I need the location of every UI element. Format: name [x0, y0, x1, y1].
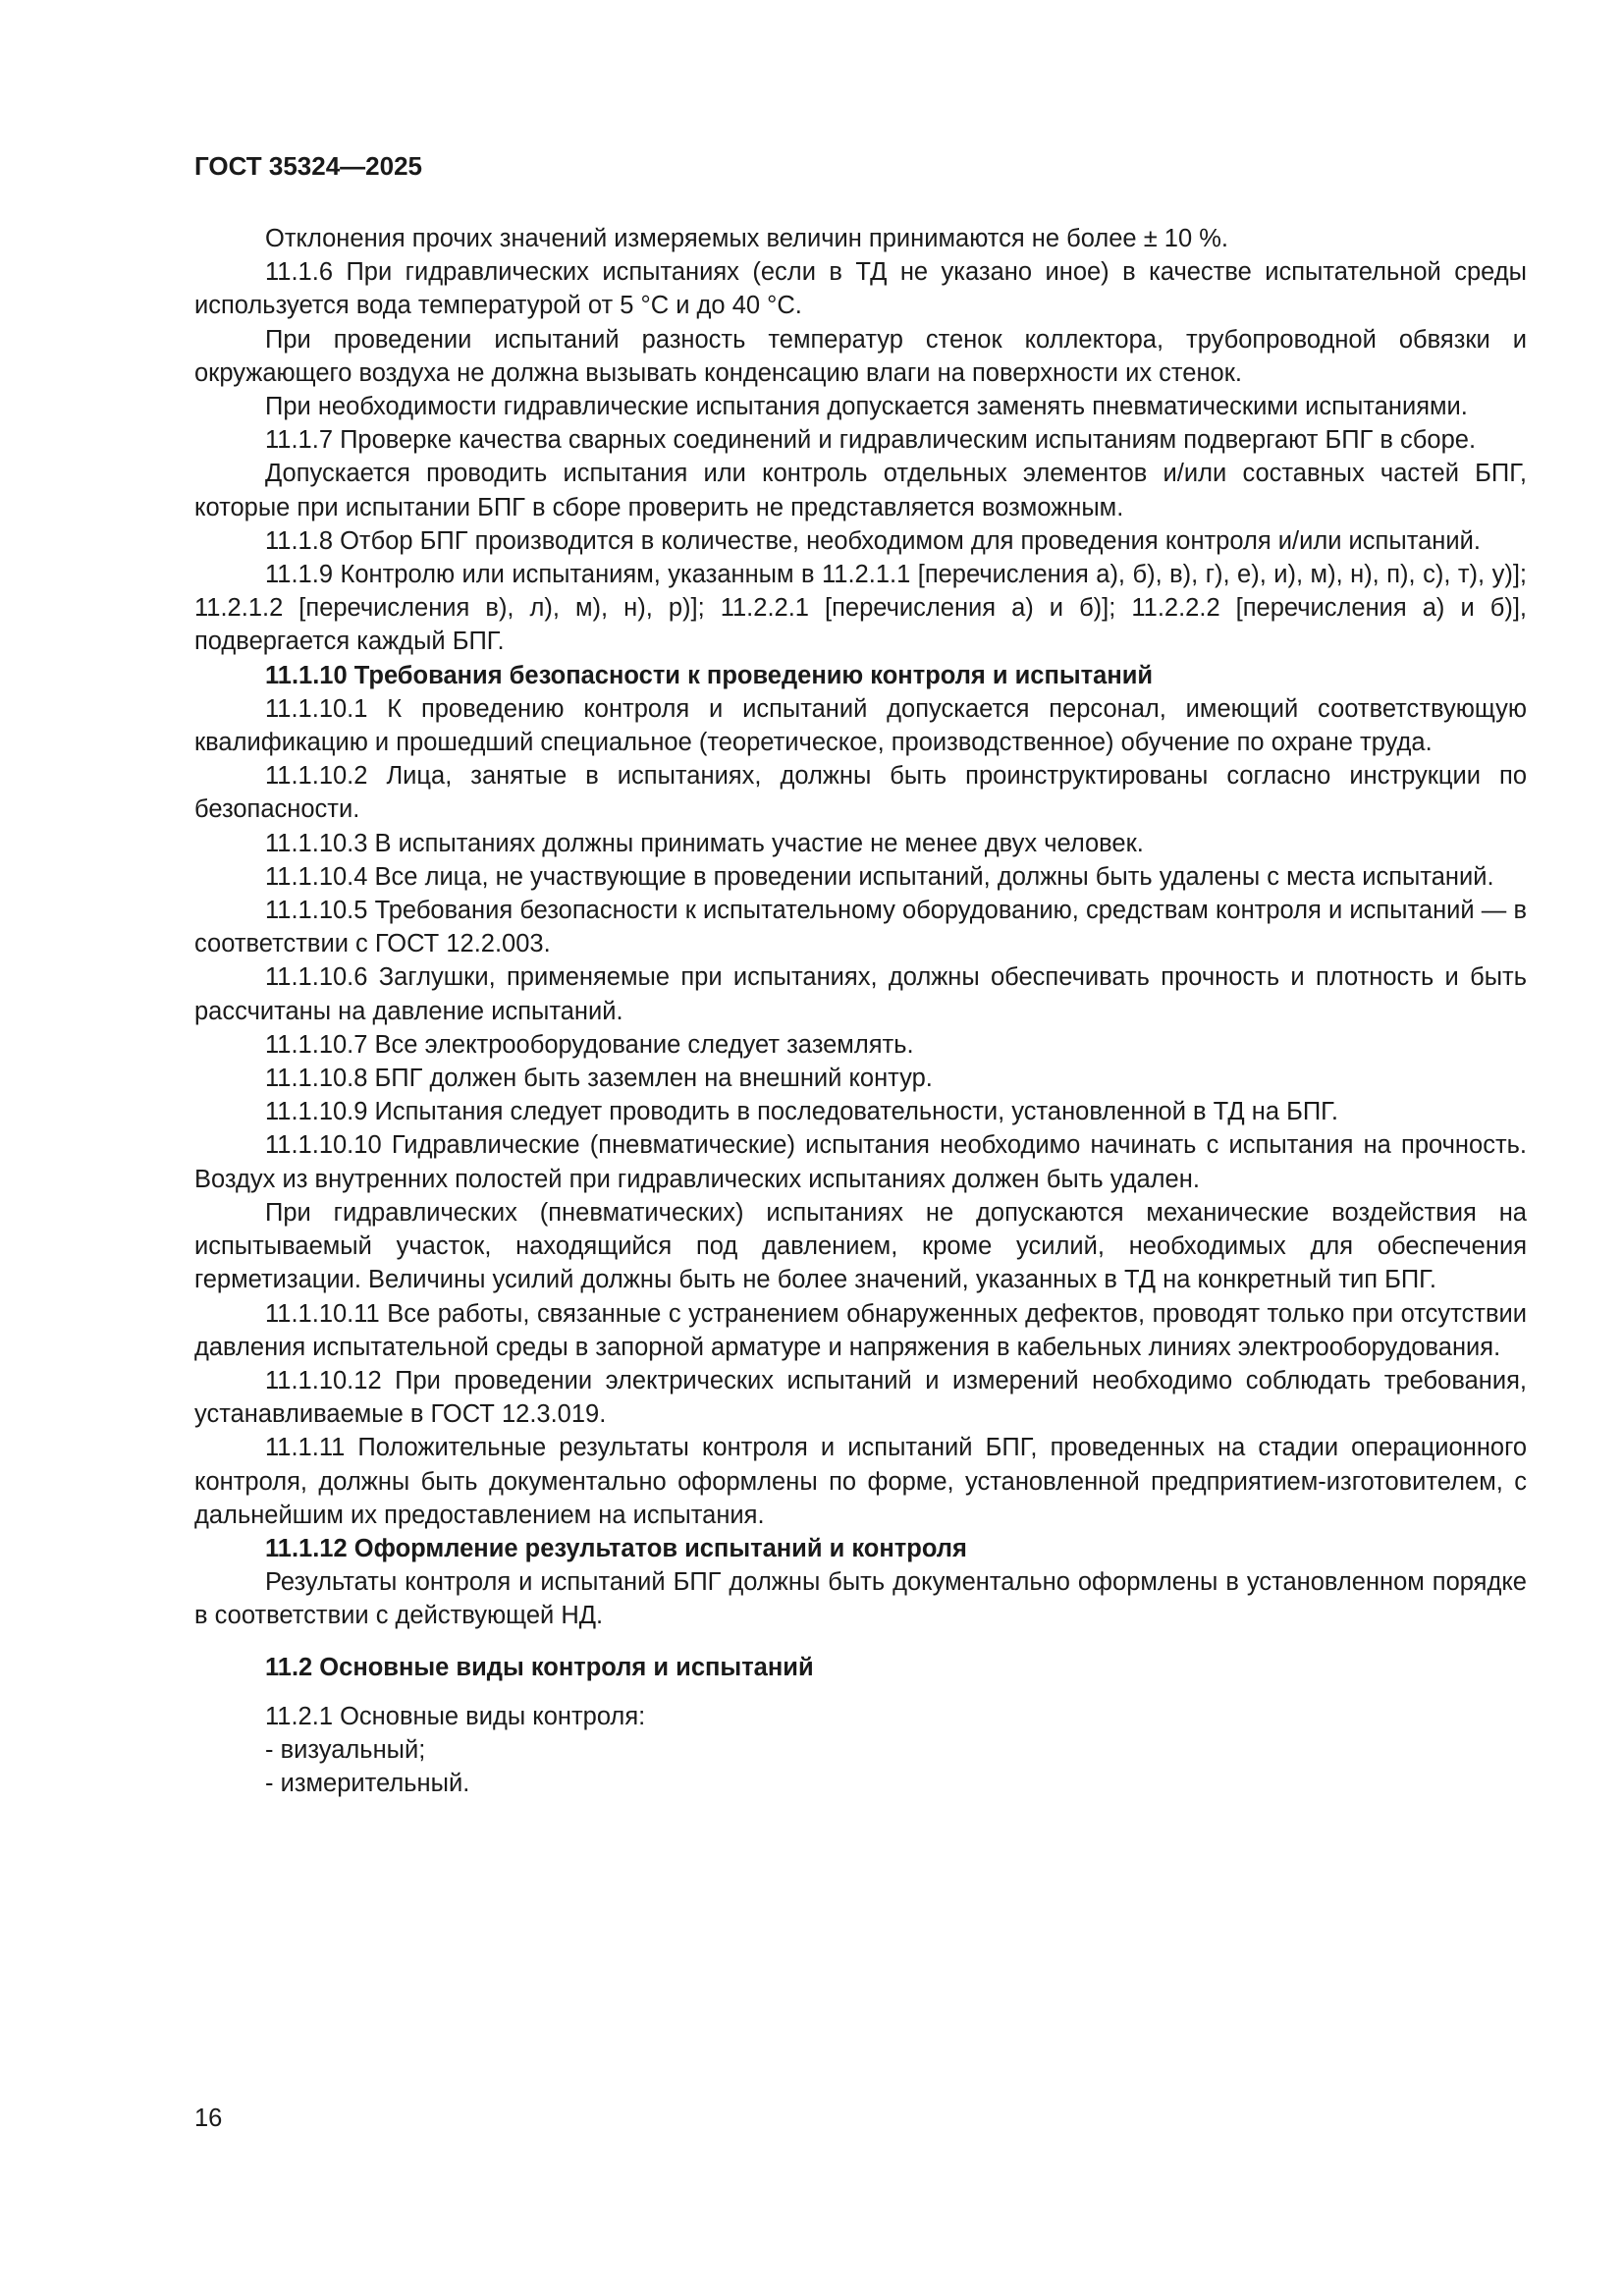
paragraph: 11.1.10.6 Заглушки, применяемые при испытаниях, должны обеспечивать прочность и плотность и быть рассчитаны на давление испытаний. [194, 963, 1527, 1025]
paragraph: 11.1.10.2 Лица, занятые в испытаниях, должны быть проинструктированы согласно инструкции по безопасности. [194, 762, 1527, 824]
paragraph: 11.1.10.7 Все электрооборудование следует заземлять. [265, 1030, 914, 1059]
paragraph: Отклонения прочих значений измеряемых величин принимаются не более ± 10 %. [265, 225, 1228, 252]
paragraph: При гидравлических (пневматических) испытаниях не допускаются механические воздействия на испытываемый участок, находящийся под давлением, кроме усилий, необходимых для обеспечения герметизации. Величины усилий должны быть не более значений, указанных в ТД на конкретный тип БПГ. [194, 1198, 1527, 1294]
paragraph: 11.1.10.3 В испытаниях должны принимать участие не менее двух человек. [265, 829, 1144, 857]
paragraph: 11.1.8 Отбор БПГ производится в количестве, необходимом для проведения контроля и/или испытаний. [265, 526, 1481, 555]
subsection-heading: 11.1.12 Оформление результатов испытаний и контроля [265, 1534, 967, 1562]
subsection-heading: 11.1.10 Требования безопасности к проведению контроля и испытаний [265, 661, 1154, 689]
paragraph: 11.1.10.10 Гидравлические (пневматические) испытания необходимо начинать с испытания на прочность. Воздух из внутренних полостей при гидравлических испытаниях должен быть удален. [194, 1131, 1527, 1193]
paragraph: 11.1.10.8 БПГ должен быть заземлен на внешний контур. [265, 1065, 933, 1093]
list-intro: 11.2.1 Основные виды контроля: [265, 1702, 646, 1730]
document-body [194, 222, 1527, 1800]
paragraph: 11.1.10.9 Испытания следует проводить в последовательности, установленной в ТД на БПГ. [265, 1098, 1338, 1126]
document-page [194, 0, 1527, 2296]
section-heading: 11.2 Основные виды контроля и испытаний [265, 1653, 814, 1681]
paragraph: 11.1.10.11 Все работы, связанные с устранением обнаруженных дефектов, проводят только при отсутствии давления испытательной среды в запорной арматуре и напряжения в кабельных линиях электрооборудования. [194, 1299, 1527, 1361]
paragraph: Результаты контроля и испытаний БПГ должны быть документально оформлены в установленном порядке в соответствии с действующей НД. [194, 1568, 1527, 1630]
list-item: - визуальный; [265, 1735, 426, 1764]
paragraph: 11.1.10.1 К проведению контроля и испытаний допускается персонал, имеющий соответствующую квалификацию и прошедший специальное (теоретическое, производственное) обучение по охране труда. [194, 694, 1527, 757]
paragraph: 11.1.10.12 При проведении электрических испытаний и измерений необходимо соблюдать требования, устанавливаемые в ГОСТ 12.3.019. [194, 1366, 1527, 1429]
paragraph: 11.1.7 Проверке качества сварных соединений и гидравлическим испытаниям подвергают БПГ в сборе. [265, 426, 1477, 455]
paragraph: 11.1.9 Контролю или испытаниям, указанным в 11.2.1.1 [перечисления а), б), в), г), е), и), м), н), п), с), т), у)]; 11.2.1.2 [перечисления в), л), м), н), р)]; 11.2.2.1 [перечисления а) и б)]; 11.2.2.2 [перечисления а) и б)], подвергается каждый БПГ. [194, 561, 1527, 656]
page-number: 16 [194, 2105, 223, 2132]
paragraph: 11.1.10.5 Требования безопасности к испытательному оборудованию, средствам контроля и испытаний — в соответствии с ГОСТ 12.2.003. [194, 897, 1527, 958]
paragraph: 11.1.6 При гидравлических испытаниях (если в ТД не указано иное) в качестве испытательной среды используется вода температурой от 5 °С и до 40 °С. [194, 258, 1527, 320]
paragraph: Допускается проводить испытания или контроль отдельных элементов и/или составных частей БПГ, которые при испытании БПГ в сборе проверить не представляется возможным. [194, 460, 1527, 521]
list-item: - измерительный. [265, 1770, 470, 1798]
standard-header: ГОСТ 35324—2025 [194, 151, 422, 181]
paragraph: 11.1.10.4 Все лица, не участвующие в проведении испытаний, должны быть удалены с места испытаний. [265, 862, 1494, 891]
paragraph: При проведении испытаний разность температур стенок коллектора, трубопроводной обвязки и окружающего воздуха не должна вызывать конденсацию влаги на поверхности их стенок. [194, 325, 1527, 387]
paragraph: При необходимости гидравлические испытания допускается заменять пневматическими испытаниями. [265, 393, 1468, 421]
paragraph: 11.1.11 Положительные результаты контроля и испытаний БПГ, проведенных на стадии операционного контроля, должны быть документально оформлены по форме, установленной предприятием-изготовителем, с дальнейшим их предоставлением на испытания. [194, 1434, 1527, 1529]
